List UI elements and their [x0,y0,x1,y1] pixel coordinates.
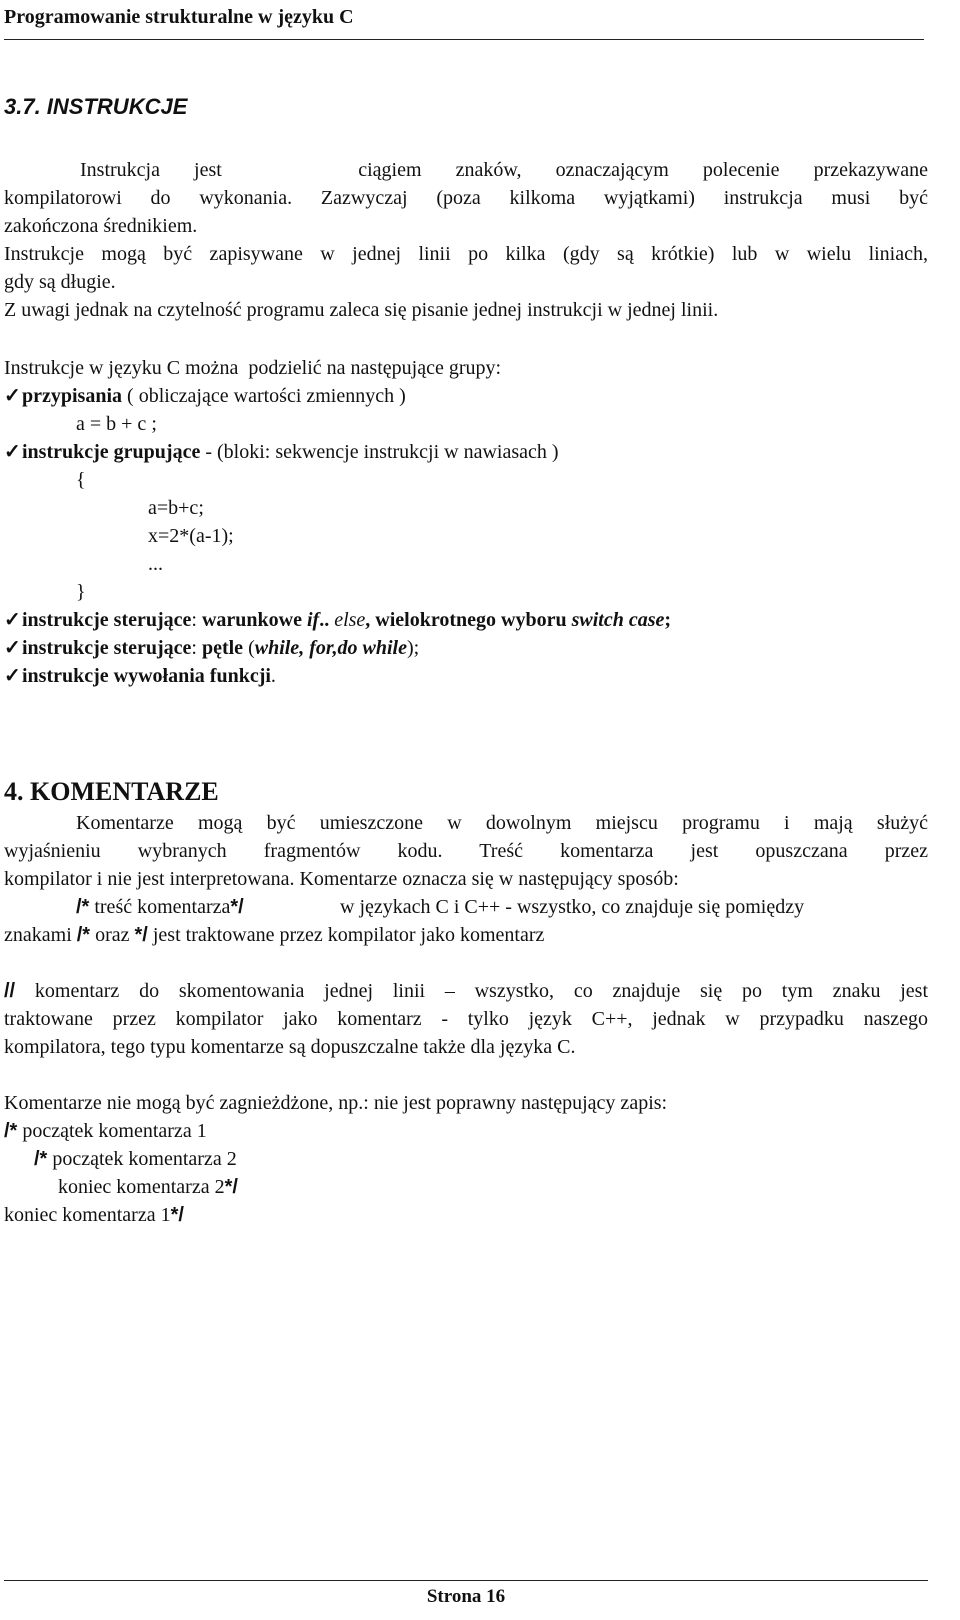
dots: .. [319,609,335,631]
comment-close-token: */ [224,1176,238,1198]
paragraph-line: Z uwagi jednak na czytelność programu zaleca się pisanie jednej instrukcji w jednej linii. [4,299,719,321]
list-item-assignment [4,382,406,410]
comment-open-token: /* [4,1120,18,1142]
list-item-control-conditional [4,606,671,634]
text: początek komentarza 1 [17,1120,207,1142]
checkmark-icon: ✓ [4,609,21,631]
list-item-term: instrukcje wywołania funkcji [22,665,271,687]
list-item-term: przypisania [22,385,123,407]
list-item-term: instrukcje sterujące [22,609,192,631]
code-line: a = b + c ; [76,413,157,435]
code-brace-close: } [76,581,86,603]
comment-open-token: /* [76,924,91,946]
groups-intro: Instrukcje w języku C można podzielić na następujące grupy: [4,357,502,379]
paragraph-line: Komentarze nie mogą być zagnieżdżone, np.: nie jest poprawny następujący zapis: [4,1092,668,1114]
checkmark-icon: ✓ [4,385,21,407]
paren-close: ); [406,637,420,659]
semicolon: ; [664,609,672,631]
checkmark-icon: ✓ [4,665,21,687]
code-line: x=2*(a-1); [148,525,234,547]
separator: : [191,637,202,659]
nested-example-line [4,1201,184,1229]
paragraph-line: Instrukcje mogą być zapisywane w jednej linii po kilka (gdy są krótkie) lub w wielu liniach, [4,243,928,265]
comment-syntax-line [76,893,244,921]
header-rule [4,39,924,40]
text: jest traktowane przez kompilator jako komentarz [147,924,545,946]
term-multichoice: , wielokrotnego wyboru [365,609,572,631]
list-item-control-loops [4,634,419,662]
separator: : [191,609,202,631]
document-header-title: Programowanie strukturalne w języku C [4,6,354,28]
keyword-if: if [306,609,320,631]
text: znakami [4,924,77,946]
paragraph-line: kompilatorowi do wykonania. Zazwyczaj (poza kilkoma wyjątkami) instrukcja musi być [4,187,928,209]
paragraph-line: Instrukcja jest ciągiem znaków, oznaczającym polecenie przekazywane [80,159,928,181]
comment-syntax-desc: w językach C i C++ - wszystko, co znajduje się pomiędzy [340,896,805,918]
period: . [270,665,276,687]
term-loops: pętle [201,637,244,659]
footer-rule [4,1580,928,1581]
paragraph-line: wyjaśnieniu wybranych fragmentów kodu. Treść komentarza jest opuszczana przez [4,840,928,862]
nested-example-line [34,1145,237,1173]
paragraph-line [4,921,544,949]
comment-close-token: */ [134,924,148,946]
checkmark-icon: ✓ [4,637,21,659]
paragraph-line: zakończona średnikiem. [4,215,198,237]
text: koniec komentarza 1 [4,1204,171,1226]
text: początek komentarza 2 [47,1148,237,1170]
paragraph-line: kompilator i nie jest interpretowana. Komentarze oznacza się w następujący sposób: [4,868,679,890]
list-item-desc: ( obliczające wartości zmiennych ) [122,385,406,407]
list-item-desc: - (bloki: sekwencje instrukcji w nawiasach ) [200,441,559,463]
page-number: Strona 16 [426,1586,506,1607]
text: komentarz do skomentowania jednej linii – wszystko, co znajduje się po tym znaku jest [15,980,928,1002]
nested-example-line [58,1173,238,1201]
section-heading-komentarze: 4. KOMENTARZE [4,777,219,806]
code-brace-open: { [76,469,86,491]
paren-open: ( [243,637,255,659]
checkmark-icon: ✓ [4,441,21,463]
list-item-term: instrukcje grupujące [22,441,201,463]
paragraph-line: gdy są długie. [4,271,116,293]
section-heading-instrukcje: 3.7. INSTRUKCJE [4,94,188,119]
list-item-function-call [4,662,276,690]
code-line: ... [148,553,163,575]
comment-close-token: */ [230,896,244,918]
paragraph-line: kompilatora, tego typu komentarze są dopuszczalne także dla języka C. [4,1036,576,1058]
nested-example-line [4,1117,207,1145]
keywords-loops: while, for,do while [254,637,407,659]
text: koniec komentarza 2 [58,1176,225,1198]
list-item-term: instrukcje sterujące [22,637,192,659]
comment-open-token: /* [76,896,90,918]
line-comment-token: // [4,980,16,1002]
term-conditional: warunkowe [201,609,307,631]
keyword-switch-case: switch case [571,609,665,631]
comment-close-token: */ [170,1204,184,1226]
text: oraz [90,924,135,946]
code-line: a=b+c; [148,497,204,519]
paragraph-line: Komentarze mogą być umieszczone w dowolnym miejscu programu i mają służyć [76,812,928,834]
paragraph-line: traktowane przez kompilator jako komentarz - tylko język C++, jednak w przypadku naszego [4,1008,928,1030]
comment-open-token: /* [34,1148,48,1170]
paragraph-line [4,977,928,1005]
keyword-else: else [334,609,366,631]
list-item-grouping [4,438,559,466]
comment-text: treść komentarza [89,896,231,918]
